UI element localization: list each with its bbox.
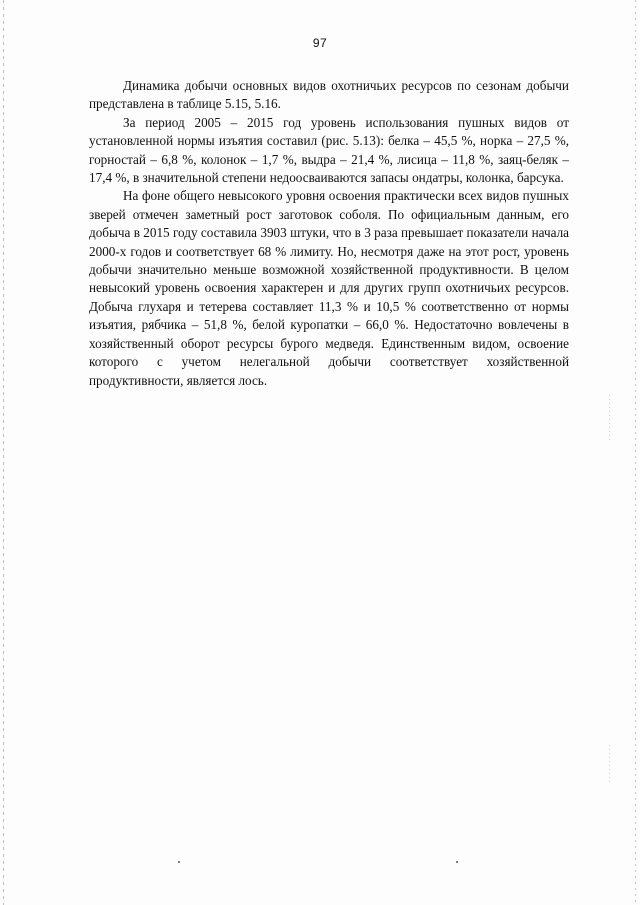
scan-edge-right bbox=[635, 0, 636, 905]
paragraph-1: Динамика добычи основных видов охотничьих ресурсов по сезонам добычи представлена в таблице 5.15, 5.16. bbox=[89, 78, 569, 112]
paragraph-3: На фоне общего невысокого уровня освоения практически всех видов пушных зверей отмечен заметный рост заготовок соболя. По официальным данным, его добыча в 2015 году составила 3903 штуки, что в 3 раза превышает показатели начала 2000-х годов и соответствует 68 % лимиту. Но, несмотря даже на этот рост, уровень добычи значительно меньше возможной хозяйственной продуктивности. В целом невысокий уровень освоения характерен и для других групп охотничьих ресурсов. Добыча глухаря и тетерева составляет 11,3 % и 10,5 % соответственно от нормы изъятия, рябчика – 51,8 %, белой куропатки – 66,0 %. Недостаточно вовлечены в хозяйственный оборот ресурсы бурого медведя. Единственным видом, освоение которого с учетом нелегальной добычи соответствует хозяйственной продуктивности, является лось. bbox=[89, 188, 569, 388]
scan-artifact bbox=[609, 745, 610, 785]
paragraph-2: За период 2005 – 2015 год уровень использования пушных видов от установленной нормы изъятия составил (рис. 5.13): белка – 45,5 %, норка – 27,5 %, горностай – 6,8 %, колонок – 1,7 %, выдра – 21,4 %, лисица – 11,8 %, заяц-беляк – 17,4 %, в значительной степени недоосваиваются запасы ондатры, колонка, барсука. bbox=[89, 114, 569, 186]
page-number: 97 bbox=[312, 36, 328, 50]
scan-speck bbox=[178, 861, 180, 863]
body-text bbox=[89, 77, 569, 390]
scan-speck bbox=[456, 861, 458, 863]
scan-edge-left bbox=[3, 0, 4, 905]
scan-artifact bbox=[609, 395, 610, 440]
